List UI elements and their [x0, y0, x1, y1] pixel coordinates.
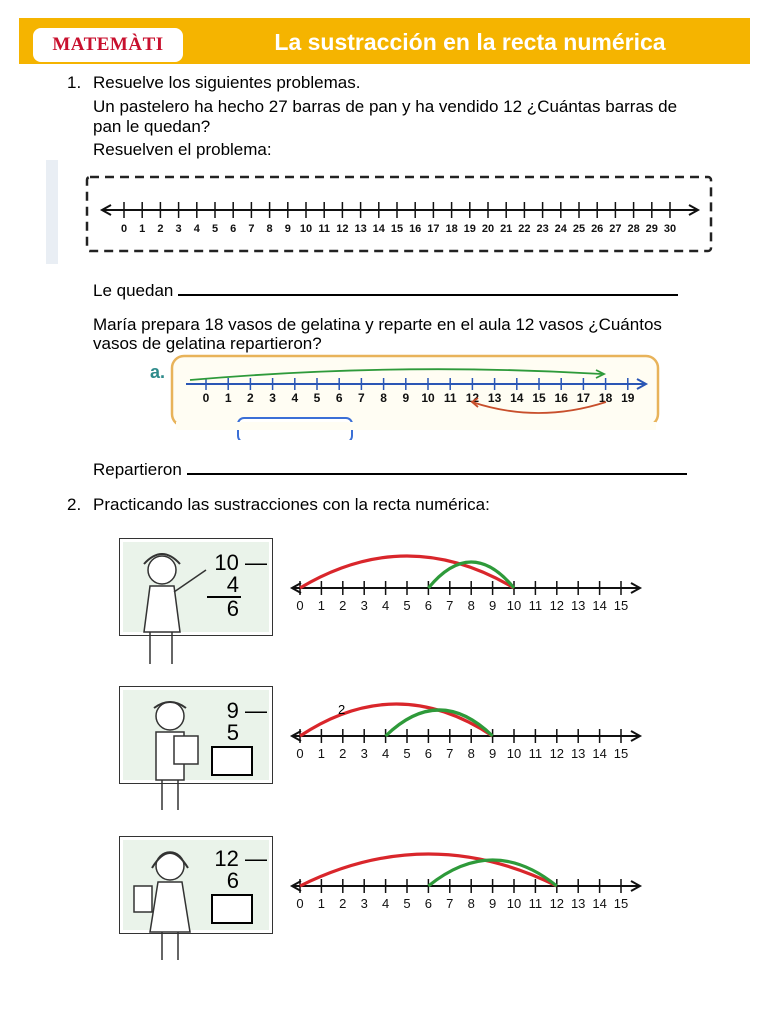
nl1-tick-label: 1	[139, 223, 146, 235]
nl2-tick-label: 2	[247, 391, 254, 405]
nl1-tick-label: 26	[591, 223, 604, 235]
nl2-tick-label: 6	[335, 391, 343, 405]
character3-body	[150, 882, 190, 932]
nl2-tick-label: 19	[621, 391, 635, 405]
nl1-tick-label: 22	[518, 223, 531, 235]
exercise3-numberline	[288, 836, 648, 916]
numberline-0-19	[148, 352, 664, 440]
nl2-tick-label: 12	[465, 391, 480, 405]
ex1-tick-label: 3	[360, 598, 368, 613]
ex3-tick-label: 13	[570, 896, 586, 911]
exercise3-operator: —	[245, 846, 267, 871]
nl2-tick-label: 8	[380, 391, 387, 405]
nl1-tick-label: 16	[409, 223, 422, 235]
nl2-tick-label: 18	[598, 391, 613, 405]
exercise1-minuend-row	[205, 552, 267, 574]
exercise3-subtrahend: 6	[226, 868, 239, 893]
nl2-tick-label: 0	[202, 391, 210, 405]
nl2-tick-label: 14	[510, 391, 524, 405]
ex1-tick-label: 5	[403, 598, 411, 613]
subject-badge-text: MATEMÀTI	[52, 34, 164, 55]
nl2-tick-label: 15	[532, 391, 546, 405]
nl1-tick-label: 28	[627, 223, 640, 235]
ex3-tick-label: 4	[381, 896, 390, 911]
nl1-tick-label: 9	[284, 223, 291, 235]
numberline-0-30	[84, 172, 716, 256]
ex2-tick-label: 2	[339, 746, 347, 761]
ex3-tick-label: 5	[403, 896, 411, 911]
nl2-tick-label: 3	[269, 391, 276, 405]
ex1-tick-label: 10	[506, 598, 522, 613]
character1-head	[148, 556, 176, 584]
nl1-tick-label: 24	[554, 223, 567, 235]
answer1-row	[93, 280, 678, 301]
nl2-tick-label: 17	[576, 391, 591, 405]
problem2-text-line2: vasos de gelatina repartieron?	[93, 334, 322, 353]
ex1-tick-label: 13	[570, 598, 586, 613]
exercise1-operator: —	[245, 550, 267, 575]
exercise3-minuend-row	[205, 848, 267, 870]
exercise3-character	[130, 842, 210, 966]
section2-instruction: Practicando las sustracciones con la recta numérica:	[93, 495, 490, 514]
ex2-tick-label: 4	[381, 746, 390, 761]
ex3-tick-label: 7	[446, 896, 454, 911]
ex2-tick-label: 0	[296, 746, 304, 761]
nl1-tick-label: 13	[354, 223, 367, 235]
dashed-frame	[87, 177, 711, 251]
ex2-tick-label: 9	[488, 746, 497, 761]
ex3-tick-label: 2	[339, 896, 347, 911]
exercise1-minuend: 10	[214, 550, 239, 575]
exercise1-subtrahend: 4	[226, 572, 239, 597]
problem1-text-line2: pan le quedan?	[93, 117, 211, 136]
ex3-tick-label: 14	[592, 896, 607, 911]
nl1-tick-label: 27	[609, 223, 622, 235]
ex1-tick-label: 0	[296, 598, 304, 613]
nl1-tick-label: 7	[248, 223, 255, 235]
nl2-tick-label: 10	[421, 391, 435, 405]
problem2-marker: a.	[150, 362, 166, 382]
nl1-tick-label: 8	[266, 223, 273, 235]
exercise2-minuend-row	[205, 700, 267, 722]
nl1-tick-label: 20	[481, 223, 495, 235]
exercise2-answer-box[interactable]	[211, 746, 253, 776]
nl1-tick-label: 3	[175, 223, 182, 235]
nl2-tick-label: 16	[554, 391, 568, 405]
problem2-text-line1: María prepara 18 vasos de gelatina y reparte en el aula 12 vasos ¿Cuántos	[93, 315, 662, 334]
answer2-row	[93, 459, 687, 480]
nl1-tick-label: 21	[500, 223, 513, 235]
section2-number: 2.	[67, 495, 82, 514]
ex1-tick-label: 1	[317, 598, 326, 613]
subject-badge	[33, 28, 183, 62]
exercise1-result: 6	[226, 596, 239, 621]
ex3-tick-label: 12	[549, 896, 565, 911]
exercise2-numberline	[288, 686, 648, 766]
ex1-tick-label: 15	[613, 598, 629, 613]
exercise2-operator: —	[245, 698, 267, 723]
ex3-tick-label: 15	[613, 896, 629, 911]
ex1-tick-label: 12	[549, 598, 565, 613]
nl1-tick-label: 18	[445, 223, 458, 235]
nl1-tick-label: 5	[211, 223, 219, 235]
exercise3-answer-box[interactable]	[211, 894, 253, 924]
side-shade	[46, 160, 58, 264]
ex1-tick-label: 8	[467, 598, 475, 613]
ex2-tick-label: 1	[317, 746, 326, 761]
ex1-tick-label: 7	[446, 598, 454, 613]
nl1-tick-label: 2	[157, 223, 164, 235]
resolve-label: Resuelven el problema:	[93, 140, 272, 159]
exercise2-character	[130, 692, 210, 816]
ex2-tick-label: 6	[424, 746, 433, 761]
nl2-tick-label: 7	[358, 391, 365, 405]
ex2-tick-label: 8	[467, 746, 475, 761]
exercise3-minuend: 12	[214, 846, 239, 871]
nl2-tick-label: 13	[487, 391, 502, 405]
ex3-tick-label: 0	[296, 896, 304, 911]
ex3-tick-label: 8	[467, 896, 475, 911]
exercise1-numberline	[288, 538, 648, 618]
nl1-tick-label: 15	[390, 223, 404, 235]
nl1-tick-label: 17	[427, 223, 440, 235]
ex2-tick-label: 10	[506, 746, 522, 761]
ex1-tick-label: 6	[424, 598, 433, 613]
ex3-tick-label: 6	[424, 896, 433, 911]
ex3-tick-label: 10	[506, 896, 522, 911]
nl1-tick-label: 11	[318, 223, 331, 235]
exercise1-operation	[205, 552, 267, 620]
character2-head	[156, 702, 184, 730]
problem1-text-line1: Un pastelero ha hecho 27 barras de pan y ha vendido 12 ¿Cuántas barras de	[93, 97, 678, 116]
nl1-tick-label: 25	[572, 223, 586, 235]
ex1-tick-label: 9	[488, 598, 497, 613]
ex2-green-arc	[386, 710, 493, 736]
ex1-tick-label: 11	[528, 598, 543, 613]
nl1-tick-label: 10	[299, 223, 313, 235]
nl1-tick-label: 12	[336, 223, 349, 235]
ex2-tick-label: 5	[403, 746, 411, 761]
section1-number: 1.	[67, 73, 82, 92]
nl2-tick-label: 4	[291, 391, 299, 405]
nl1-tick-label: 19	[463, 223, 476, 235]
numberline2-frame-cover	[176, 422, 656, 430]
answer1-blank[interactable]	[178, 280, 678, 296]
exercise3-operation	[205, 848, 267, 892]
exercise1-character	[124, 546, 214, 670]
page-title: La sustracción en la recta numérica	[274, 29, 666, 55]
nl1-tick-label: 23	[536, 223, 549, 235]
nl1-tick-label: 30	[663, 223, 677, 235]
ex3-tick-label: 9	[488, 896, 497, 911]
ex2-tick-label: 3	[360, 746, 368, 761]
character1-arm	[174, 570, 206, 592]
ex3-tick-label: 11	[528, 896, 543, 911]
nl2-tick-label: 9	[402, 391, 410, 405]
nl1-tick-label: 14	[372, 223, 385, 235]
ex2-tick-label: 7	[446, 746, 454, 761]
ex3-tick-label: 3	[360, 896, 368, 911]
nl1-tick-label: 4	[193, 223, 200, 235]
ex1-tick-label: 2	[339, 598, 347, 613]
character2-paper	[174, 736, 198, 764]
nl1-tick-label: 0	[120, 223, 128, 235]
nl2-tick-label: 1	[224, 391, 232, 405]
nl2-tick-label: 11	[443, 391, 457, 405]
exercise2-note: 2	[338, 702, 346, 717]
nl1-tick-label: 29	[645, 223, 658, 235]
character1-body	[144, 586, 180, 632]
exercise2-subtrahend: 5	[226, 720, 239, 745]
ex1-tick-label: 4	[381, 598, 390, 613]
ex1-tick-label: 14	[592, 598, 607, 613]
nl2-tick-label: 5	[313, 391, 321, 405]
ex2-tick-label: 15	[613, 746, 629, 761]
ex2-red-arc	[300, 704, 493, 736]
answer1-label: Le quedan	[93, 281, 174, 300]
exercise2-operation	[205, 700, 267, 744]
exercise2-minuend: 9	[226, 698, 239, 723]
answer2-blank[interactable]	[187, 459, 687, 475]
ex2-tick-label: 12	[549, 746, 565, 761]
ex2-tick-label: 14	[592, 746, 607, 761]
nl1-tick-label: 6	[230, 223, 237, 235]
answer2-label: Repartieron	[93, 460, 182, 479]
character3-paper	[134, 886, 152, 912]
ex2-tick-label: 11	[528, 746, 543, 761]
ex3-tick-label: 1	[317, 896, 326, 911]
ex2-tick-label: 13	[570, 746, 586, 761]
section1-instruction: Resuelve los siguientes problemas.	[93, 73, 361, 92]
